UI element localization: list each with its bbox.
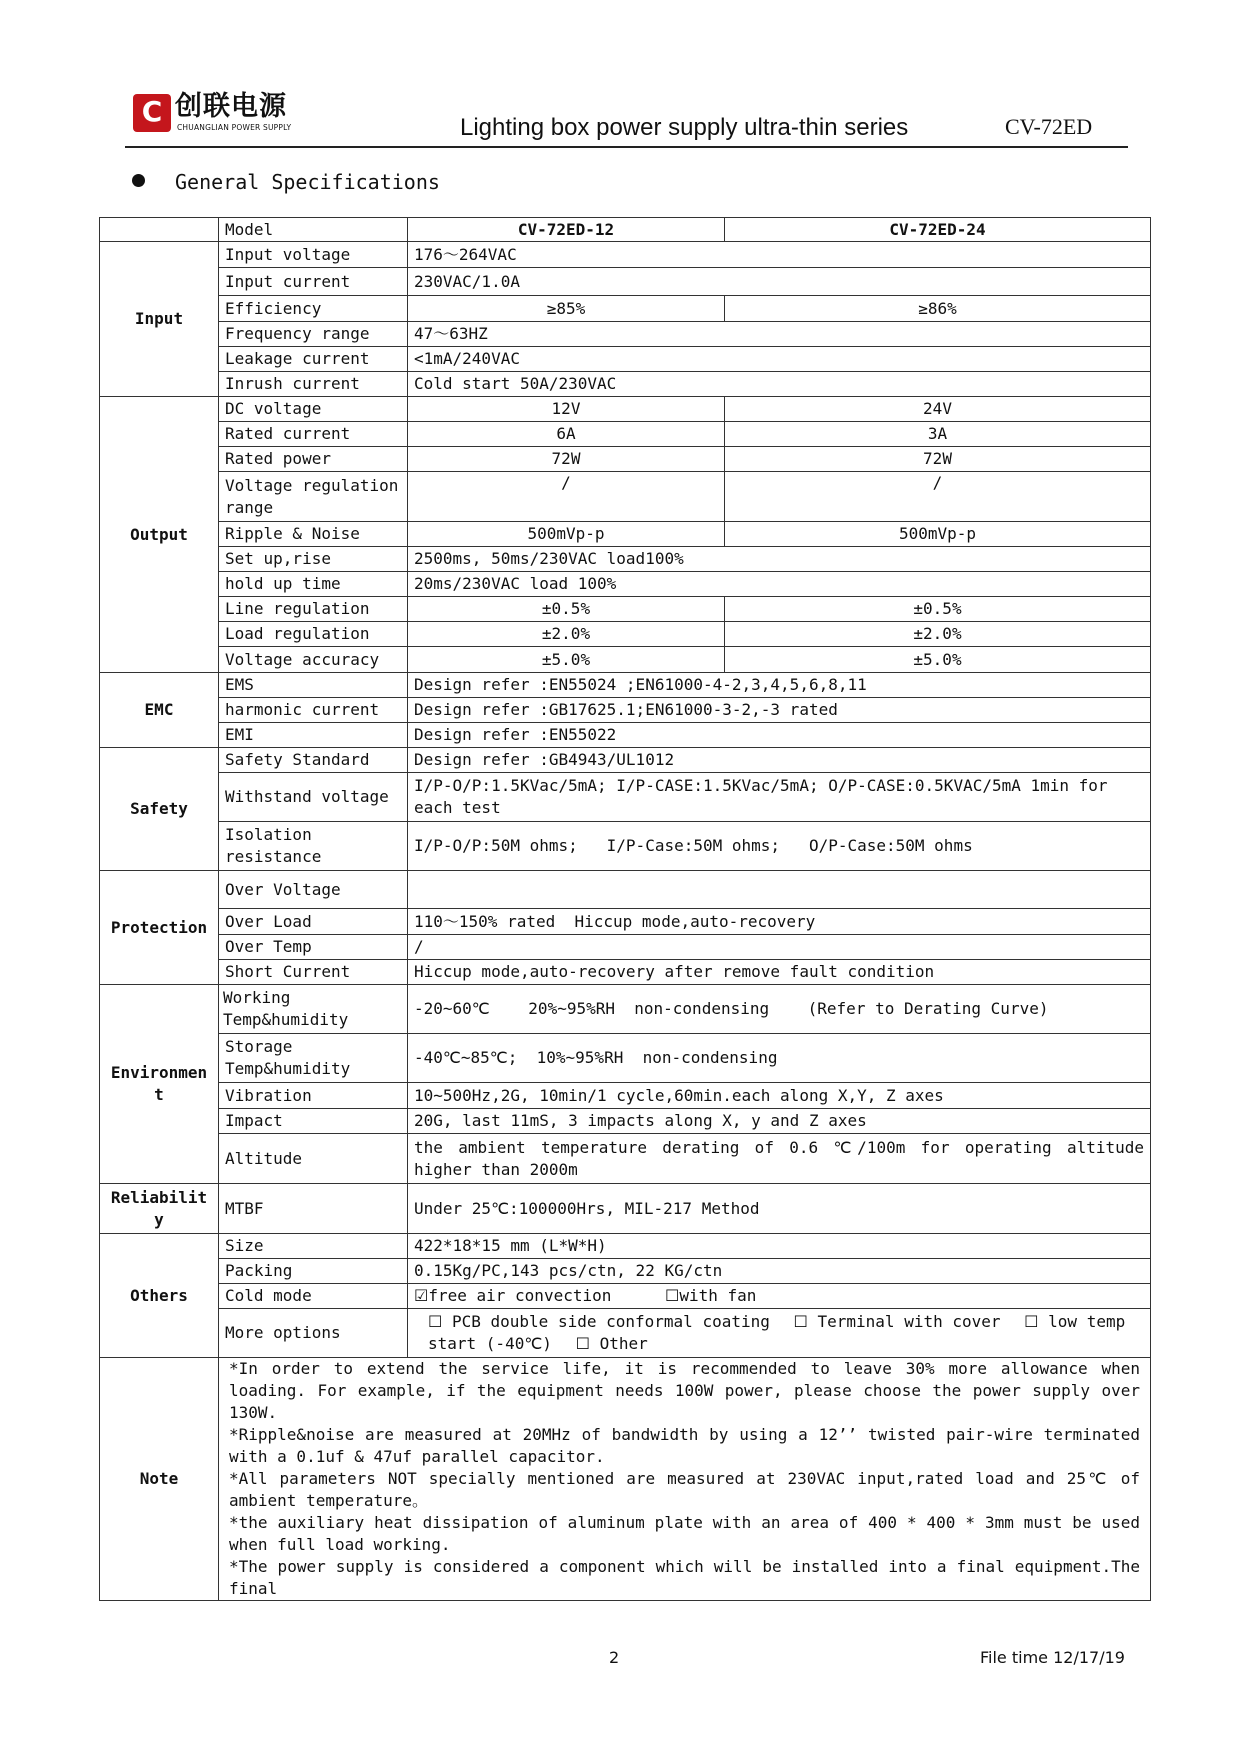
item-value: 110～150% rated Hiccup mode,auto-recovery [408, 909, 1151, 935]
item-value: ≥86% [725, 296, 1151, 322]
item-label: Line regulation [219, 597, 408, 622]
table-row [100, 372, 1151, 397]
item-value: Design refer :EN55024 ;EN61000-4-2,3,4,5,6,8,11 [408, 673, 1151, 698]
item-label: EMI [219, 723, 408, 748]
logo-mark-icon: C [133, 94, 171, 132]
item-value: 20ms/230VAC load 100% [408, 572, 1151, 597]
option-other-checkbox[interactable] [576, 1334, 648, 1353]
checkbox-label: Other [599, 1334, 648, 1353]
logo-english-name: CHUANGLIAN POWER SUPPLY [177, 123, 292, 132]
table-row [100, 1083, 1151, 1109]
item-value: 500mVp-p [408, 522, 725, 547]
logo-chinese-name: 创联电源 [175, 91, 287, 122]
item-label: Input current [219, 268, 408, 296]
table-row [100, 871, 1151, 909]
item-label: hold up time [219, 572, 408, 597]
item-label: Isolation resistance [219, 822, 408, 871]
item-value: Hiccup mode,auto-recovery after remove fault condition [408, 960, 1151, 985]
item-value: 72W [408, 447, 725, 472]
item-label: Over Temp [219, 935, 408, 960]
item-value: ≥85% [408, 296, 725, 322]
table-row [100, 597, 1151, 622]
item-value: 2500ms, 50ms/230VAC load100% [408, 547, 1151, 572]
group-output: Output [100, 397, 219, 673]
group-protection: Protection [100, 871, 219, 985]
item-value: 12V [408, 397, 725, 422]
item-value: / [725, 472, 1151, 522]
table-row [100, 522, 1151, 547]
checkbox-label: PCB double side conformal coating [451, 1312, 770, 1331]
item-value: <1mA/240VAC [408, 347, 1151, 372]
item-value: I/P-O/P:1.5KVac/5mA; I/P-CASE:1.5KVac/5mA; O/P-CASE:0.5KVAC/5mA 1min for each test [408, 773, 1151, 822]
table-row [100, 960, 1151, 985]
table-row [100, 322, 1151, 347]
item-label: Storage Temp&humidity [219, 1034, 408, 1083]
spec-table [99, 217, 1151, 1601]
item-label: Over Load [219, 909, 408, 935]
company-logo [133, 92, 318, 134]
item-value: the ambient temperature derating of 0.6 ℃/100m for operating altitude higher than 2000m [408, 1134, 1151, 1184]
table-row [100, 397, 1151, 422]
table-row [100, 1309, 1151, 1358]
table-row [100, 547, 1151, 572]
item-value [408, 871, 1151, 909]
bullet-icon [132, 174, 145, 187]
table-row [100, 673, 1151, 698]
page-number: 2 [609, 1648, 620, 1667]
table-row [100, 472, 1151, 522]
item-label: harmonic current [219, 698, 408, 723]
item-label: Set up,rise [219, 547, 408, 572]
model-col1: CV-72ED-12 [408, 218, 725, 242]
table-row [100, 748, 1151, 773]
group-note: Note [100, 1358, 219, 1601]
notes [219, 1358, 1151, 1601]
item-value: ±0.5% [725, 597, 1151, 622]
table-row [100, 1034, 1151, 1083]
item-label: Frequency range [219, 322, 408, 347]
item-value: Design refer :EN55022 [408, 723, 1151, 748]
item-label: DC voltage [219, 397, 408, 422]
checkbox-label: with fan [679, 1286, 757, 1305]
cold-mode-options [408, 1284, 1151, 1309]
item-label: Inrush current [219, 372, 408, 397]
option-terminal-cover-checkbox[interactable] [794, 1312, 1001, 1331]
item-label: Ripple & Noise [219, 522, 408, 547]
table-row [100, 572, 1151, 597]
item-value: Under 25℃:100000Hrs, MIL-217 Method [408, 1184, 1151, 1234]
item-value: ±5.0% [725, 647, 1151, 673]
item-value: I/P-O/P:50M ohms; I/P-Case:50M ohms; O/P-Case:50M ohms [408, 822, 1151, 871]
table-row [100, 1134, 1151, 1184]
table-row [100, 1109, 1151, 1134]
item-label: Vibration [219, 1083, 408, 1109]
item-label: Cold mode [219, 1284, 408, 1309]
table-row [100, 218, 1151, 242]
checkbox-checked-icon: ☑ [414, 1286, 429, 1305]
item-label: Voltage accuracy [219, 647, 408, 673]
item-label: Impact [219, 1109, 408, 1134]
group-others: Others [100, 1234, 219, 1358]
table-row [100, 268, 1151, 296]
note-line: *the auxiliary heat dissipation of aluminum plate with an area of 400 * 400 * 3mm must be used when full load working. [229, 1513, 1140, 1554]
item-value: 24V [725, 397, 1151, 422]
checkbox-label: Terminal with cover [817, 1312, 1001, 1331]
item-label: EMS [219, 673, 408, 698]
table-row [100, 909, 1151, 935]
note-line: *All parameters NOT specially mentioned are measured at 230VAC input,rated load and 25℃ of ambient temperature。 [229, 1469, 1140, 1510]
item-label: Input voltage [219, 242, 408, 268]
note-line: *The power supply is considered a component which will be installed into a final equipment.The final [229, 1557, 1140, 1598]
item-label: Leakage current [219, 347, 408, 372]
item-value: 6A [408, 422, 725, 447]
page-header [125, 90, 1128, 148]
item-value: 72W [725, 447, 1151, 472]
note-line: *In order to extend the service life, it is recommended to leave 30% more allowance when loading. For example, if the equipment needs 100W power, please choose the power supply over 130W. [229, 1359, 1140, 1422]
table-row [100, 1358, 1151, 1601]
checkbox-unchecked-icon: ☐ [575, 1334, 590, 1353]
item-label: Safety Standard [219, 748, 408, 773]
option-pcb-coating-checkbox[interactable] [428, 1312, 770, 1331]
item-value: / [408, 472, 725, 522]
section-title [132, 170, 440, 194]
item-value: 230VAC/1.0A [408, 268, 1151, 296]
item-value: 0.15Kg/PC,143 pcs/ctn, 22 KG/ctn [408, 1259, 1151, 1284]
item-value: 500mVp-p [725, 522, 1151, 547]
checkbox-unchecked-icon: ☐ [428, 1312, 443, 1331]
checkbox-label: free air convection [428, 1286, 612, 1305]
item-label: Withstand voltage [219, 773, 408, 822]
item-value: Design refer :GB17625.1;EN61000-3-2,-3 rated [408, 698, 1151, 723]
table-row [100, 698, 1151, 723]
item-value: 47～63HZ [408, 322, 1151, 347]
table-row [100, 622, 1151, 647]
item-value: 10~500Hz,2G, 10min/1 cycle,60min.each along X,Y, Z axes [408, 1083, 1151, 1109]
series-title: Lighting box power supply ultra-thin series [460, 114, 909, 141]
item-value: ±0.5% [408, 597, 725, 622]
table-row [100, 647, 1151, 673]
table-row [100, 985, 1151, 1034]
table-row [100, 242, 1151, 268]
table-row [100, 723, 1151, 748]
item-value: / [408, 935, 1151, 960]
table-row [100, 447, 1151, 472]
checkbox-unchecked-icon: ☐ [665, 1286, 680, 1305]
item-value: ±2.0% [408, 622, 725, 647]
table-row [100, 1284, 1151, 1309]
table-row [100, 422, 1151, 447]
item-label: Altitude [219, 1134, 408, 1184]
cold-mode-free-air-checkbox[interactable] [414, 1286, 611, 1305]
section-title-text: General Specifications [175, 170, 440, 194]
item-value: 3A [725, 422, 1151, 447]
item-label: More options [219, 1309, 408, 1358]
item-value: -40℃~85℃; 10%~95%RH non-condensing [408, 1034, 1151, 1083]
item-value: -20~60℃ 20%~95%RH non-condensing (Refer to Derating Curve) [408, 985, 1151, 1034]
note-line: *Ripple&noise are measured at 20MHz of bandwidth by using a 12’’ twisted pair-wire terminated with a 0.1uf & 47uf parallel capacitor. [229, 1425, 1140, 1466]
model-col2: CV-72ED-24 [725, 218, 1151, 242]
table-row [100, 773, 1151, 822]
table-row [100, 347, 1151, 372]
table-row [100, 822, 1151, 871]
model-label: Model [219, 218, 408, 242]
group-input: Input [100, 242, 219, 397]
model-code: CV-72ED [1005, 114, 1093, 139]
item-value: Cold start 50A/230VAC [408, 372, 1151, 397]
item-label: MTBF [219, 1184, 408, 1234]
checkbox-label: low temp start (-40℃) [428, 1312, 1126, 1353]
item-label: Load regulation [219, 622, 408, 647]
item-label: Rated current [219, 422, 408, 447]
item-label: Short Current [219, 960, 408, 985]
table-row [100, 296, 1151, 322]
item-value: 422*18*15 mm (L*W*H) [408, 1234, 1151, 1259]
item-label: Size [219, 1234, 408, 1259]
group-safety: Safety [100, 748, 219, 871]
group-environment: Environmen t [100, 985, 219, 1184]
checkbox-unchecked-icon: ☐ [1024, 1312, 1039, 1331]
item-label: Voltage regulation range [219, 472, 408, 522]
item-label: Over Voltage [219, 871, 408, 909]
table-row [100, 935, 1151, 960]
group-emc: EMC [100, 673, 219, 748]
item-label: Rated power [219, 447, 408, 472]
item-value: 20G, last 11mS, 3 impacts along X, y and Z axes [408, 1109, 1151, 1134]
item-label: Packing [219, 1259, 408, 1284]
table-row [100, 1259, 1151, 1284]
item-value: 176～264VAC [408, 242, 1151, 268]
more-options [408, 1309, 1151, 1358]
cold-mode-fan-checkbox[interactable] [665, 1286, 756, 1305]
table-row [100, 1234, 1151, 1259]
group-reliability: Reliabilit y [100, 1184, 219, 1234]
item-value: ±2.0% [725, 622, 1151, 647]
item-label: Efficiency [219, 296, 408, 322]
file-time: File time 12/17/19 [980, 1648, 1125, 1667]
item-value: Design refer :GB4943/UL1012 [408, 748, 1151, 773]
item-label: Working Temp&humidity [219, 985, 408, 1034]
item-value: ±5.0% [408, 647, 725, 673]
checkbox-unchecked-icon: ☐ [793, 1312, 808, 1331]
table-row [100, 1184, 1151, 1234]
